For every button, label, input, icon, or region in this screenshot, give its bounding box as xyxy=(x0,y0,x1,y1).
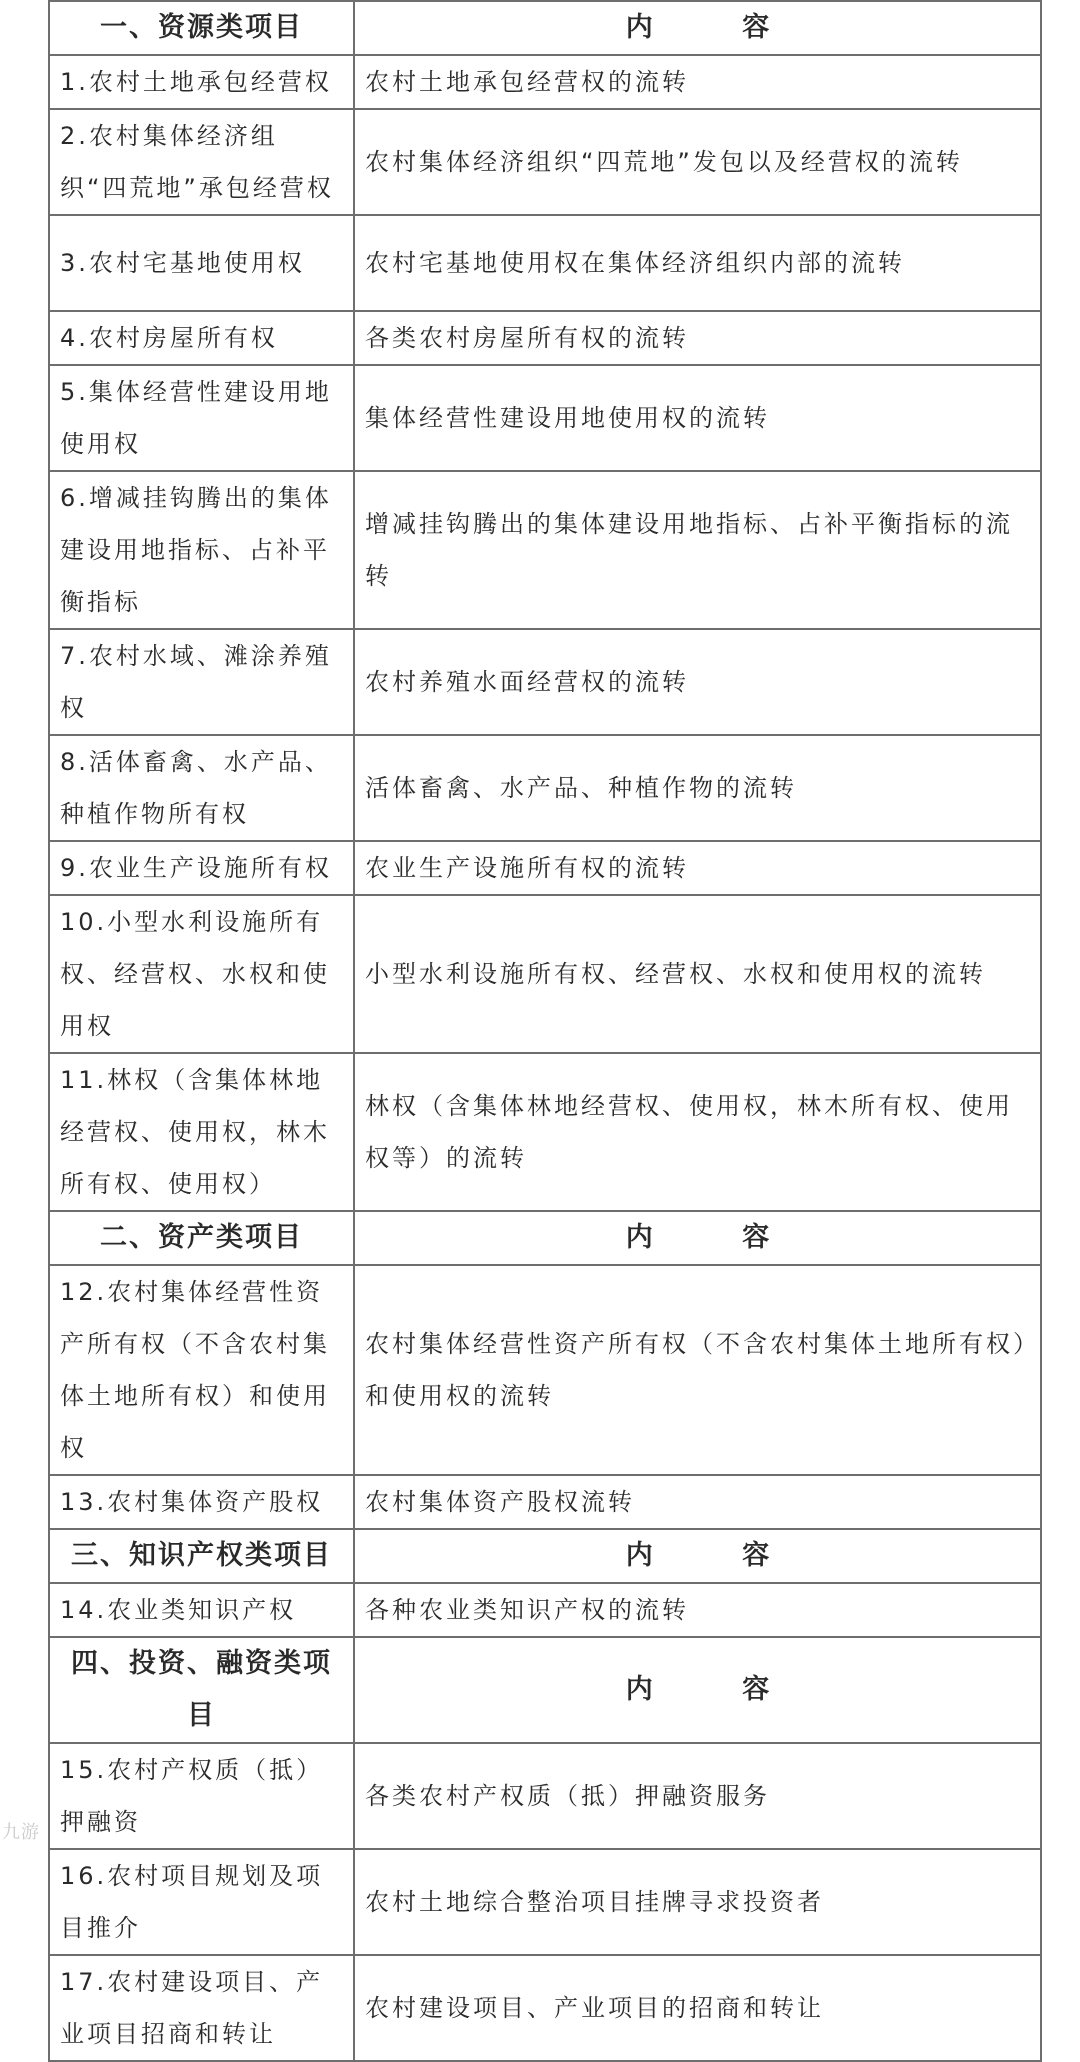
content-cell: 农村土地承包经营权的流转 xyxy=(354,55,1041,109)
content-cell: 农村集体经济组织“四荒地”发包以及经营权的流转 xyxy=(354,109,1041,215)
table-row xyxy=(49,1583,1041,1637)
item-cell: 5.集体经营性建设用地使用权 xyxy=(49,365,354,471)
table-row xyxy=(49,311,1041,365)
content-column-header: 内 容 xyxy=(354,1211,1041,1265)
content-cell: 集体经营性建设用地使用权的流转 xyxy=(354,365,1041,471)
section-header-row xyxy=(49,1,1041,55)
item-cell: 14.农业类知识产权 xyxy=(49,1583,354,1637)
table-row xyxy=(49,895,1041,1053)
item-cell: 6.增减挂钩腾出的集体建设用地指标、占补平衡指标 xyxy=(49,471,354,629)
table-row xyxy=(49,1475,1041,1529)
table-row xyxy=(49,735,1041,841)
table-row xyxy=(49,471,1041,629)
content-cell: 农村集体经营性资产所有权（不含农村集体土地所有权）和使用权的流转 xyxy=(354,1265,1041,1475)
table-row xyxy=(49,841,1041,895)
item-cell: 16.农村项目规划及项目推介 xyxy=(49,1849,354,1955)
table-row xyxy=(49,1955,1041,2061)
content-cell: 增减挂钩腾出的集体建设用地指标、占补平衡指标的流转 xyxy=(354,471,1041,629)
item-cell: 7.农村水域、滩涂养殖权 xyxy=(49,629,354,735)
item-cell: 2.农村集体经济组织“四荒地”承包经营权 xyxy=(49,109,354,215)
table-row xyxy=(49,1265,1041,1475)
section-header-row xyxy=(49,1529,1041,1583)
item-cell: 8.活体畜禽、水产品、种植作物所有权 xyxy=(49,735,354,841)
content-cell: 各类农村房屋所有权的流转 xyxy=(354,311,1041,365)
table-row xyxy=(49,365,1041,471)
content-cell: 农村养殖水面经营权的流转 xyxy=(354,629,1041,735)
table-row xyxy=(49,55,1041,109)
watermark: 九游 xyxy=(2,1822,40,1842)
item-cell: 10.小型水利设施所有权、经营权、水权和使用权 xyxy=(49,895,354,1053)
content-cell: 农村集体资产股权流转 xyxy=(354,1475,1041,1529)
content-cell: 农村建设项目、产业项目的招商和转让 xyxy=(354,1955,1041,2061)
content-cell: 小型水利设施所有权、经营权、水权和使用权的流转 xyxy=(354,895,1041,1053)
content-cell: 各种农业类知识产权的流转 xyxy=(354,1583,1041,1637)
item-cell: 11.林权（含集体林地经营权、使用权，林木所有权、使用权） xyxy=(49,1053,354,1211)
section-title: 一、资源类项目 xyxy=(49,1,354,55)
content-cell: 林权（含集体林地经营权、使用权，林木所有权、使用权等）的流转 xyxy=(354,1053,1041,1211)
section-header-row xyxy=(49,1211,1041,1265)
item-cell: 15.农村产权质（抵）押融资 xyxy=(49,1743,354,1849)
table-row xyxy=(49,629,1041,735)
table-row xyxy=(49,1053,1041,1211)
item-cell: 12.农村集体经营性资产所有权（不含农村集体土地所有权）和使用权 xyxy=(49,1265,354,1475)
item-cell: 4.农村房屋所有权 xyxy=(49,311,354,365)
project-table xyxy=(48,0,1042,2062)
item-cell: 9.农业生产设施所有权 xyxy=(49,841,354,895)
content-cell: 农业生产设施所有权的流转 xyxy=(354,841,1041,895)
item-cell: 17.农村建设项目、产业项目招商和转让 xyxy=(49,1955,354,2061)
section-title: 二、资产类项目 xyxy=(49,1211,354,1265)
table-row xyxy=(49,1849,1041,1955)
content-column-header: 内 容 xyxy=(354,1529,1041,1583)
project-table-body xyxy=(49,1,1041,2061)
table-row xyxy=(49,1743,1041,1849)
item-cell: 13.农村集体资产股权 xyxy=(49,1475,354,1529)
item-cell: 1.农村土地承包经营权 xyxy=(49,55,354,109)
content-cell: 各类农村产权质（抵）押融资服务 xyxy=(354,1743,1041,1849)
section-header-row xyxy=(49,1637,1041,1743)
item-cell: 3.农村宅基地使用权 xyxy=(49,215,354,311)
content-cell: 活体畜禽、水产品、种植作物的流转 xyxy=(354,735,1041,841)
content-column-header: 内 容 xyxy=(354,1,1041,55)
content-cell: 农村土地综合整治项目挂牌寻求投资者 xyxy=(354,1849,1041,1955)
content-cell: 农村宅基地使用权在集体经济组织内部的流转 xyxy=(354,215,1041,311)
table-row xyxy=(49,109,1041,215)
section-title: 四、投资、融资类项目 xyxy=(49,1637,354,1743)
section-title: 三、知识产权类项目 xyxy=(49,1529,354,1583)
content-column-header: 内 容 xyxy=(354,1637,1041,1743)
table-row xyxy=(49,215,1041,311)
